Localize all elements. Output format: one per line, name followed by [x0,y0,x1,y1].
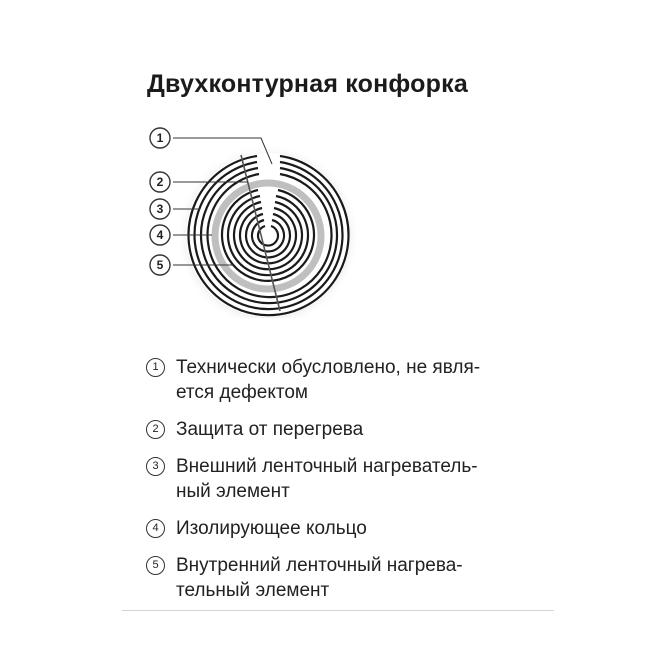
legend-text: Технически обусловлено, не явля- [176,357,481,378]
legend-item-5 [146,553,566,603]
legend-text: Защита от перегрева [176,419,364,440]
callout-2: 2 [156,175,164,189]
number-badge: 2 [146,420,165,439]
number-badge: 4 [146,519,165,538]
number-badge: 5 [146,556,165,575]
legend-text: тельный элемент [176,580,330,601]
legend-text: Внутренний ленточный нагрева- [176,555,463,576]
legend-list [146,355,566,615]
legend-item-4 [146,516,566,541]
divider [122,610,554,611]
callout-1: 1 [156,131,164,145]
callout-markers [150,128,170,275]
legend-item-3 [146,454,566,504]
page-title: Двухконтурная конфорка [147,70,468,98]
legend-item-2 [146,417,566,442]
hob-diagram [140,118,380,318]
callout-3: 3 [156,202,164,216]
number-badge: 1 [146,358,165,377]
legend-text: ный элемент [176,481,290,502]
legend-text: ется дефектом [176,382,308,403]
legend-text: Изолирующее кольцо [176,518,367,539]
callout-4: 4 [156,228,164,242]
legend-item-1 [146,355,566,405]
legend-text: Внешний ленточный нагреватель- [176,456,478,477]
hob-illustration [140,118,380,318]
callout-5: 5 [156,258,164,272]
number-badge: 3 [146,457,165,476]
